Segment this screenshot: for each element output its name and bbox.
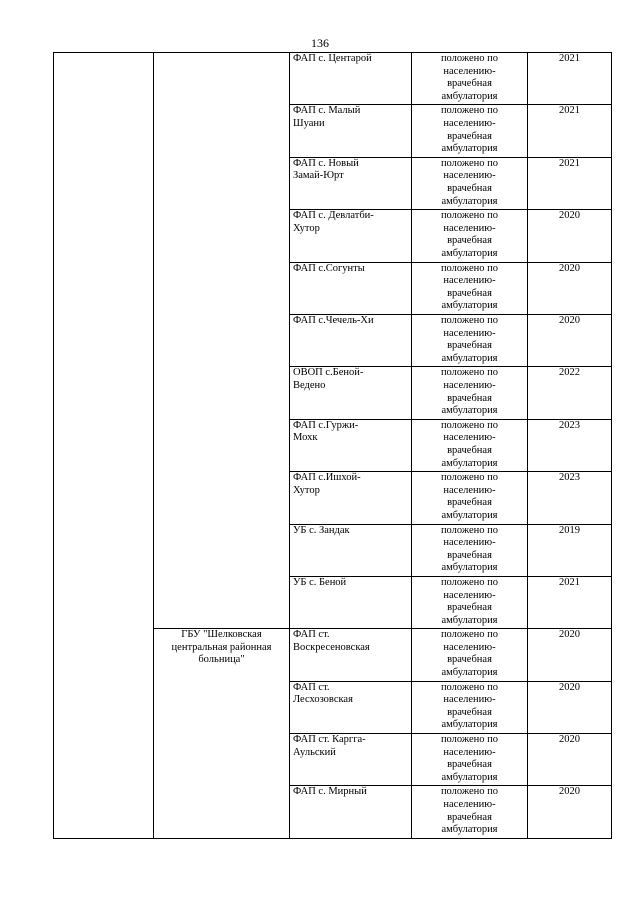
status-cell: положено по населению- врачебная амбулатория: [412, 681, 528, 733]
year-cell: 2020: [528, 210, 612, 262]
status-cell: положено по населению- врачебная амбулатория: [412, 734, 528, 786]
facility-name-cell: ФАП с.Ишхой- Хутор: [290, 472, 412, 524]
year-cell: 2021: [528, 157, 612, 209]
facility-name-cell: УБ с. Зандак: [290, 524, 412, 576]
status-cell: положено по населению- врачебная амбулатория: [412, 576, 528, 628]
facility-name-cell: ФАП с.Чечель-Хи: [290, 314, 412, 366]
district-cell: [54, 53, 154, 839]
year-cell: 2021: [528, 53, 612, 105]
facility-name-cell: ФАП ст. Каргга- Аульский: [290, 734, 412, 786]
organization-cell-continued: [154, 53, 290, 629]
status-cell: положено по населению- врачебная амбулатория: [412, 786, 528, 838]
facility-name-cell: ФАП ст. Лесхозовская: [290, 681, 412, 733]
facility-name-cell: УБ с. Беной: [290, 576, 412, 628]
year-cell: 2022: [528, 367, 612, 419]
status-cell: положено по населению- врачебная амбулатория: [412, 314, 528, 366]
facility-name-cell: ФАП с. Малый Шуани: [290, 105, 412, 157]
facility-name-cell: ФАП с. Мирный: [290, 786, 412, 838]
table-body: [54, 53, 612, 839]
status-cell: положено по населению- врачебная амбулатория: [412, 419, 528, 471]
year-cell: 2021: [528, 576, 612, 628]
facility-name-cell: ФАП с.Согунты: [290, 262, 412, 314]
year-cell: 2021: [528, 105, 612, 157]
year-cell: 2020: [528, 629, 612, 681]
facility-name-cell: ОВОП с.Беной- Ведено: [290, 367, 412, 419]
year-cell: 2020: [528, 314, 612, 366]
status-cell: положено по населению- врачебная амбулатория: [412, 472, 528, 524]
year-cell: 2023: [528, 419, 612, 471]
status-cell: положено по населению- врачебная амбулатория: [412, 524, 528, 576]
status-cell: положено по населению- врачебная амбулатория: [412, 105, 528, 157]
status-cell: положено по населению- врачебная амбулатория: [412, 629, 528, 681]
facility-name-cell: ФАП с. Новый Замай-Юрт: [290, 157, 412, 209]
year-cell: 2020: [528, 734, 612, 786]
status-cell: положено по населению- врачебная амбулатория: [412, 367, 528, 419]
year-cell: 2020: [528, 786, 612, 838]
facility-name-cell: ФАП с.Гуржи- Мохк: [290, 419, 412, 471]
page-number: 136: [311, 36, 329, 50]
year-cell: 2019: [528, 524, 612, 576]
year-cell: 2023: [528, 472, 612, 524]
facility-name-cell: ФАП ст. Воскресеновская: [290, 629, 412, 681]
status-cell: положено по населению- врачебная амбулатория: [412, 157, 528, 209]
year-cell: 2020: [528, 681, 612, 733]
facility-name-cell: ФАП с. Центарой: [290, 53, 412, 105]
status-cell: положено по населению- врачебная амбулатория: [412, 262, 528, 314]
organization-cell: ГБУ "Шелковская центральная районная больница": [154, 629, 290, 839]
facilities-table: [53, 52, 612, 839]
status-cell: положено по населению- врачебная амбулатория: [412, 210, 528, 262]
facility-name-cell: ФАП с. Девлатби- Хутор: [290, 210, 412, 262]
status-cell: положено по населению- врачебная амбулатория: [412, 53, 528, 105]
table-row: [54, 53, 612, 105]
year-cell: 2020: [528, 262, 612, 314]
